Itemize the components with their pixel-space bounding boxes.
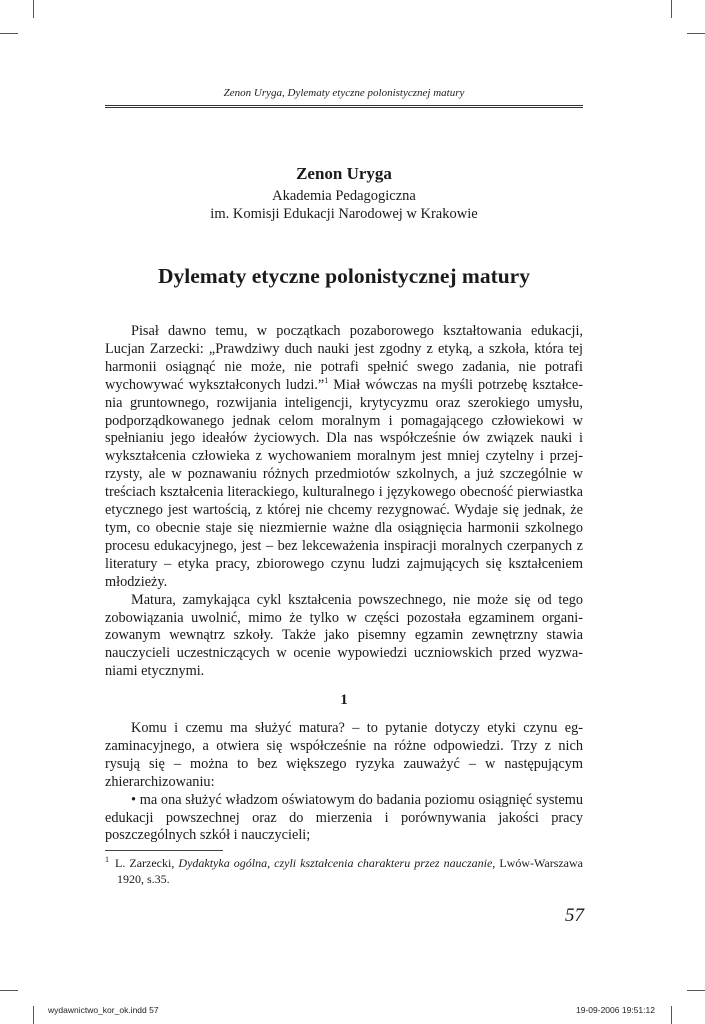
footnote-author: L. Zarzecki,	[115, 856, 179, 870]
section-text	[105, 720, 583, 845]
paragraph: Komu i czemu ma służyć matura? – to pytanie dotyczy etyki czynu egzaminacyjnego, a otwiera się współcześnie na różne odpowiedzi. Trzy z nich rysują się – można to bez większego ryzyka zauważyć – w następującym zhierarchizowaniu:	[105, 720, 583, 790]
footnote	[105, 855, 583, 887]
crop-mark-bottom-left-h	[0, 990, 18, 991]
print-slug-file: wydawnictwo_kor_ok.indd 57	[48, 1005, 159, 1015]
crop-mark-top-right-h	[687, 33, 705, 34]
footnote-marker: 1	[105, 855, 109, 864]
crop-mark-bottom-left-v	[33, 1006, 34, 1024]
bullet-item: • ma ona służyć władzom oświatowym do badania poziomu osiągnięć systemu edukacji powszechnej oraz do mierzenia i porównywania jakości pracy poszczególnych szkół i nauczycieli;	[105, 791, 583, 844]
footnote-details: Lwów-Warszawa 1920, s.35.	[117, 856, 584, 886]
paragraph: Matura, zamykająca cykl kształcenia powszechnego, nie może się od tego zobowiązania uwolnić, mimo że tylko w części pozostała egzaminem organizowanym wewnątrz szkoły. Także jako pisemny egzamin zewnętrzny stawia nauczycieli uczestniczących w ocenie wypowiedzi uczniowskich przed wyzwaniami etycznymi.	[105, 591, 583, 680]
footnote-work-title: Dydaktyka ogólna, czyli kształcenia charakteru przez nauczanie,	[178, 856, 496, 870]
page-number: 57	[565, 905, 584, 926]
paragraph	[105, 323, 583, 592]
crop-mark-top-left-h	[0, 33, 18, 34]
print-slug-date: 19-09-2006 19:51:12	[576, 1005, 655, 1015]
intro-text	[105, 323, 583, 681]
affiliation-line-1: Akademia Pedagogiczna	[272, 188, 416, 204]
affiliation-line-2: im. Komisji Edukacji Narodowej w Krakowie	[210, 206, 478, 222]
crop-mark-top-right-v	[671, 0, 672, 18]
paragraph-text: Miał wówczas na myśli potrzebę kształcenia gruntownego, rozwijania inteligencji, krytycyzmu oraz szerokiego umysłu, podporządkowanego jednak celom moralnym i pomagającego człowiekowi w spełnianiu jego ideałów życiowych. Dla nas współcześnie ów związek nauki i wykształcenia człowieka z wychowaniem moralnym jest mniej czytelny i przejrzysty, ale w poznawaniu różnych przedmiotów szkolnych, a już szczególnie w treściach kształcenia literackiego, kulturalnego i językowego obecność pierwiastka etycznego jest wartością, z której nie chcemy rezygnować. Wydaje się jednak, że tym, co obecnie staje się niezmiernie ważne dla osiągnięcia harmonii szkolnego procesu edukacyjnego, jest – bez lekceważenia inspiracji moralnych czerpanych z literatury – etyka pracy, zbiorowego czynu ludzi zajmujących się kształceniem młodzieży.	[105, 376, 584, 590]
crop-mark-bottom-right-h	[687, 990, 705, 991]
crop-mark-bottom-right-v	[671, 1006, 672, 1024]
section-number: 1	[340, 692, 348, 708]
crop-mark-top-left-v	[33, 0, 34, 18]
running-head: Zenon Uryga, Dylematy etyczne polonistycznej matury	[223, 87, 465, 99]
article-title: Dylematy etyczne polonistycznej matury	[158, 264, 530, 288]
header-rule	[105, 105, 583, 108]
footnote-rule	[105, 850, 223, 851]
footnote-reference: 1	[324, 375, 329, 385]
author-name: Zenon Uryga	[296, 164, 392, 183]
paragraph-text: Pisał dawno temu, w początkach pozaborowego kształtowania edukacji, Lucjan Zarzecki: „Prawdziwy duch nauki jest zgodny z etyką, a szkoła, która tej harmonii osiągnąć nie może, nie potrafi spełnić swego zadania, nie potrafi wychowywać wykształconych ludzi.”	[105, 323, 583, 393]
